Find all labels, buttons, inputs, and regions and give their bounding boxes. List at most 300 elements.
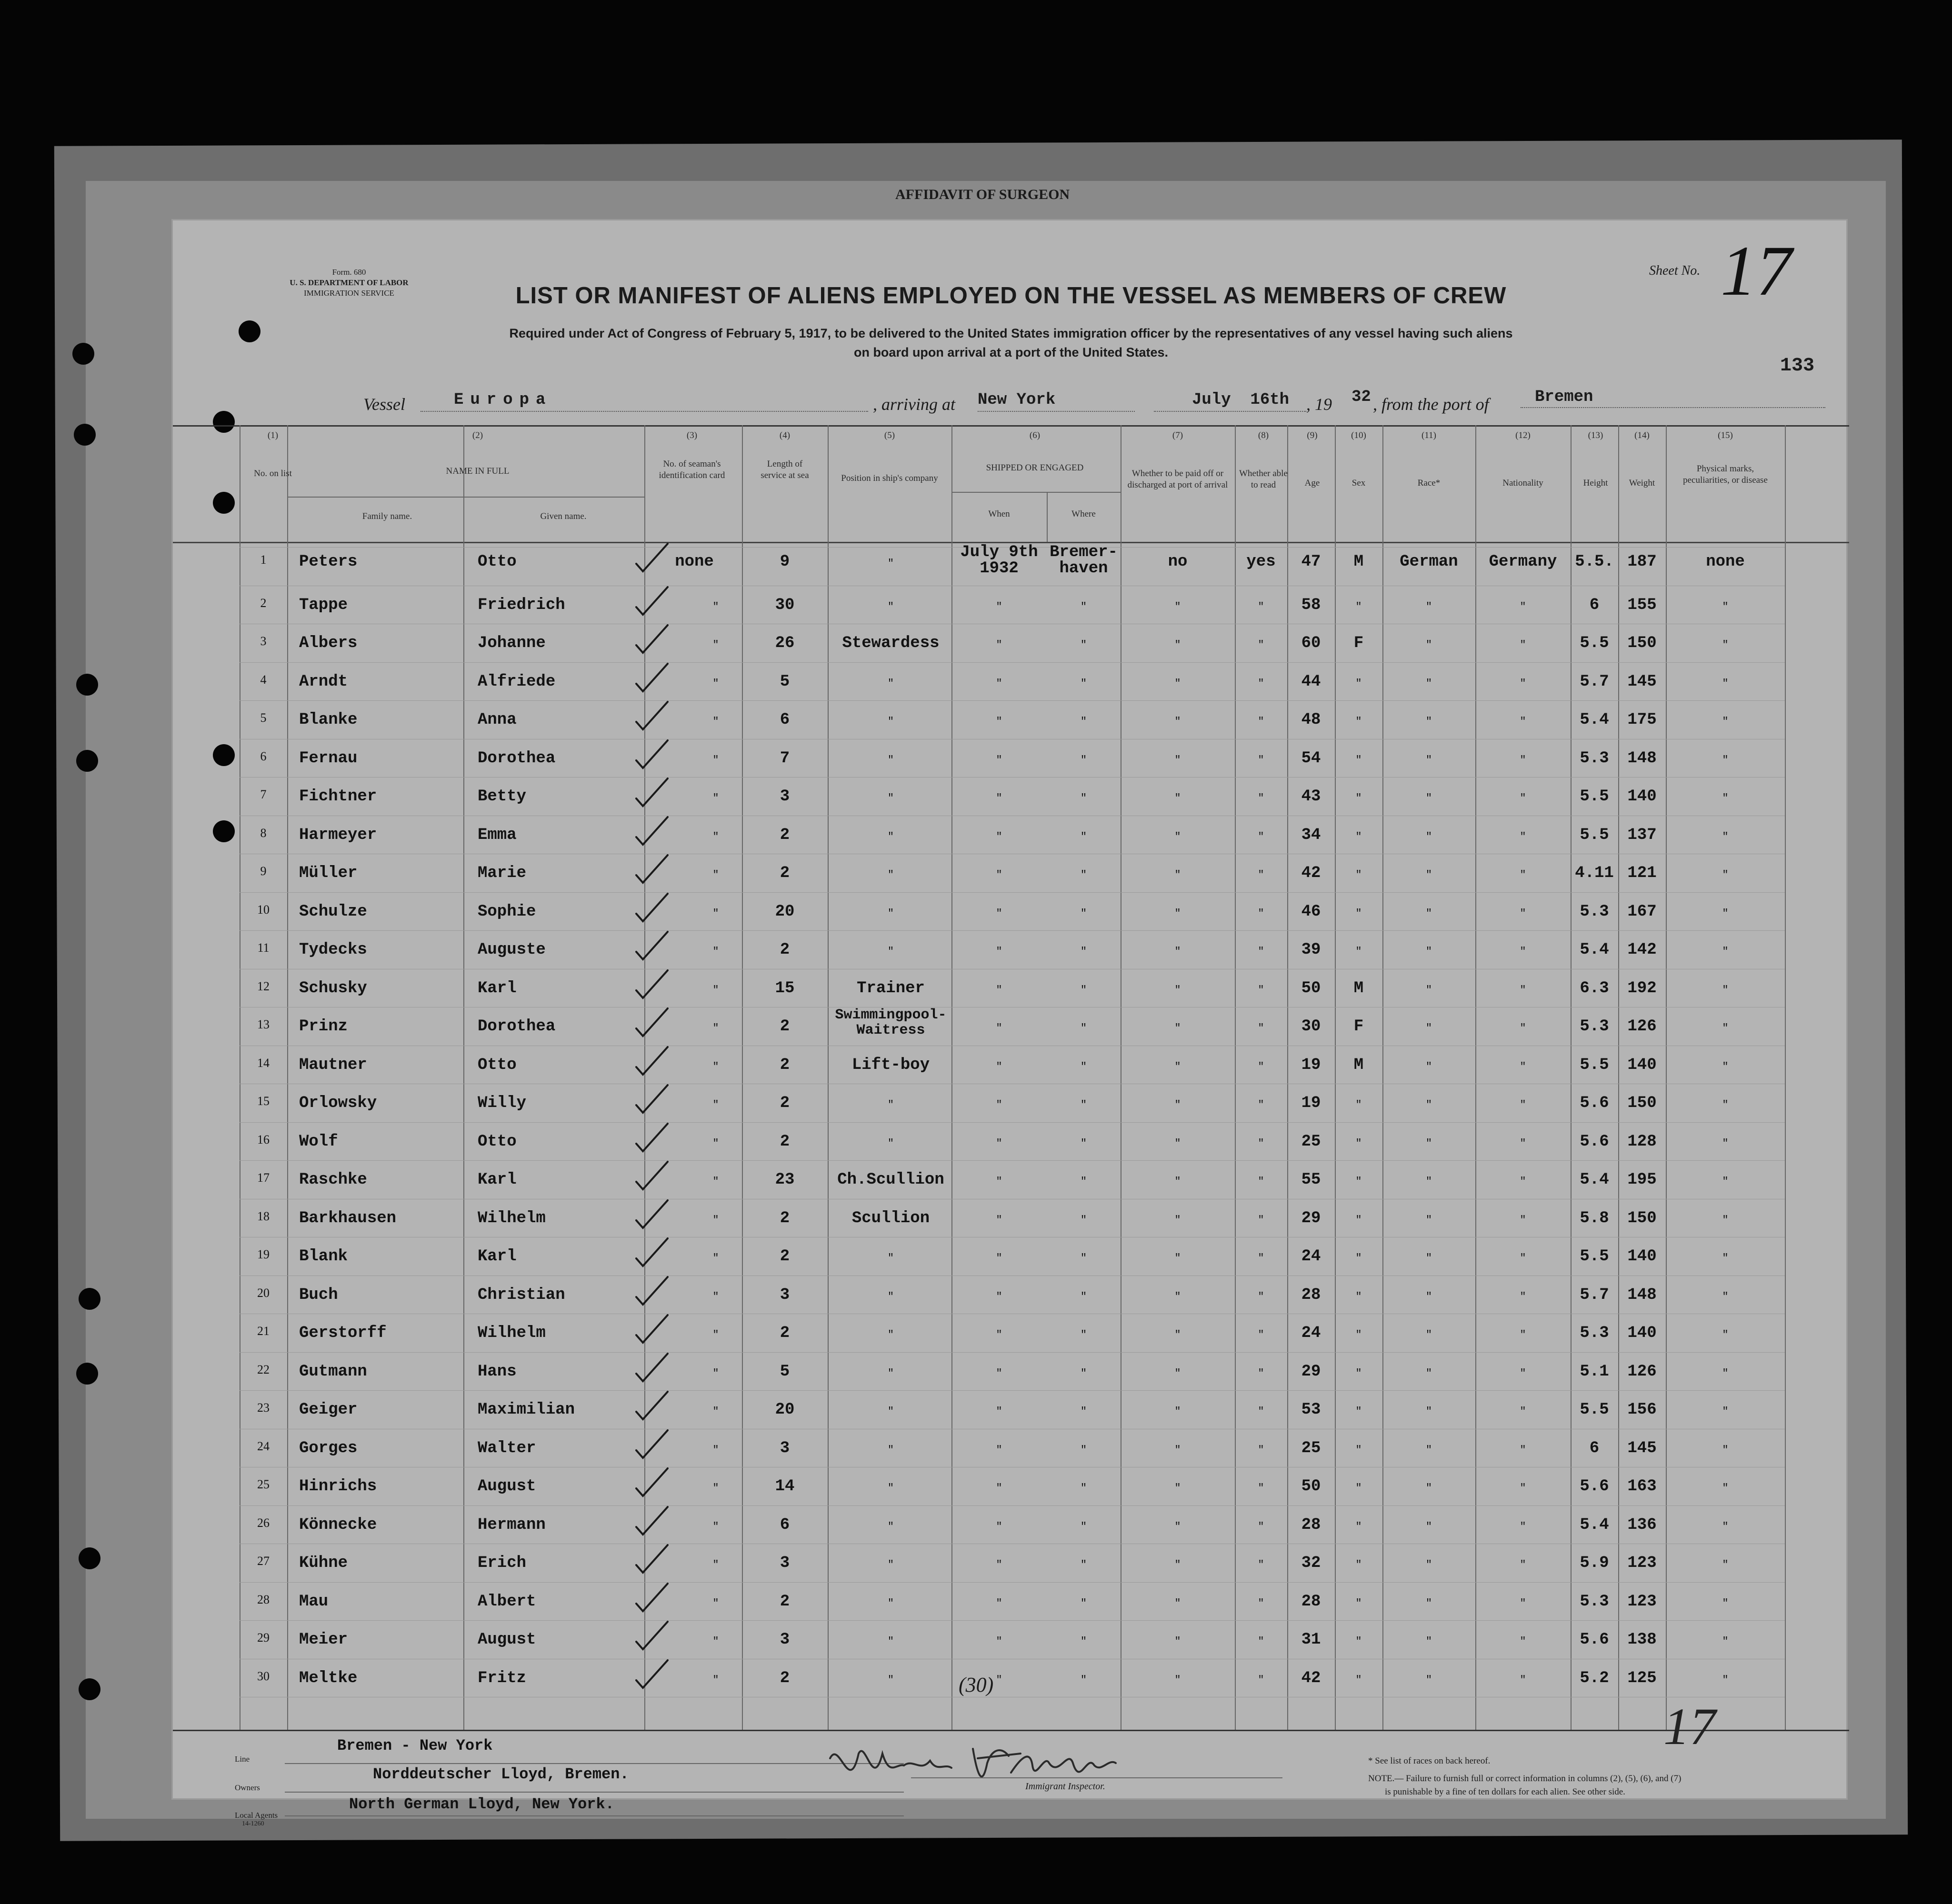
col-10-number: (10) <box>1351 430 1366 440</box>
cell-height: 5.4 <box>1580 1515 1609 1534</box>
checkmark-icon <box>632 1274 671 1307</box>
ditto-mark: " <box>1425 1137 1432 1149</box>
ditto-mark: " <box>1355 907 1362 919</box>
cell-weight: 125 <box>1627 1669 1657 1687</box>
ditto-mark: " <box>1520 1597 1526 1609</box>
ditto-mark: " <box>1258 716 1264 728</box>
cell-given: Wilhelm <box>478 1209 546 1227</box>
ditto-mark: " <box>1520 907 1526 919</box>
cell-service: 26 <box>775 634 795 652</box>
ditto-mark: " <box>996 1635 1002 1647</box>
cell-family: Könnecke <box>299 1515 377 1534</box>
ditto-mark: " <box>712 1482 719 1494</box>
ditto-mark: " <box>1174 1329 1181 1341</box>
ditto-mark: " <box>1174 1137 1181 1149</box>
ditto-mark: " <box>887 1137 894 1149</box>
cell-age: 34 <box>1301 826 1321 844</box>
cell-height: 5.3 <box>1580 902 1609 921</box>
ditto-mark: " <box>996 830 1002 843</box>
cell-service: 3 <box>780 1439 790 1457</box>
ditto-mark: " <box>712 1214 719 1226</box>
ditto-mark: " <box>1080 1444 1087 1456</box>
cell-age: 39 <box>1301 941 1321 959</box>
cell-given: Erich <box>478 1554 527 1572</box>
ditto-mark: " <box>887 558 894 569</box>
ditto-mark: " <box>1520 869 1526 881</box>
column-rule <box>1618 425 1619 1730</box>
checkmark-icon <box>632 699 671 732</box>
cell-n: 9 <box>260 864 267 878</box>
cell-family: Orlowsky <box>299 1094 377 1112</box>
column-rule <box>1475 425 1476 1730</box>
cell-family: Fernau <box>299 749 358 768</box>
ditto-mark: " <box>1425 1329 1432 1341</box>
ditto-mark: " <box>1174 946 1181 957</box>
ditto-mark: " <box>1258 1674 1264 1686</box>
cell-service: 5 <box>780 1362 790 1381</box>
row-rule <box>240 930 1785 931</box>
vessel-label: Vessel <box>363 395 405 414</box>
cell-n: 10 <box>257 902 270 917</box>
ditto-mark: " <box>1722 1482 1729 1494</box>
ditto-mark: " <box>887 946 894 957</box>
page-title: LIST OR MANIFEST OF ALIENS EMPLOYED ON THE VESSEL AS MEMBERS OF CREW <box>515 283 1507 309</box>
ditto-mark: " <box>1425 1635 1432 1647</box>
ditto-mark: " <box>1174 1635 1181 1647</box>
cell-given: Johanne <box>478 634 546 652</box>
cell-height: 5.7 <box>1580 1286 1609 1304</box>
cell-n: 20 <box>257 1286 270 1300</box>
cell-service: 2 <box>780 826 790 844</box>
column-rule <box>463 425 464 1730</box>
ditto-mark: " <box>1425 984 1432 996</box>
cell-n: 23 <box>257 1401 270 1415</box>
ditto-mark: " <box>1425 1099 1432 1111</box>
sheet-label: Sheet No. <box>1649 263 1701 278</box>
cell-given: Karl <box>478 1247 517 1266</box>
ditto-mark: " <box>1520 1290 1526 1303</box>
ditto-mark: " <box>996 1482 1002 1494</box>
cell-family: Arndt <box>299 672 348 691</box>
cell-age: 30 <box>1301 1017 1321 1036</box>
ditto-mark: " <box>1520 1329 1526 1341</box>
cell-age: 28 <box>1301 1515 1321 1534</box>
ditto-mark: " <box>1174 1214 1181 1226</box>
cell-n: 30 <box>257 1669 270 1683</box>
ditto-mark: " <box>712 1597 719 1609</box>
checkmark-icon <box>632 1236 671 1269</box>
cell-height: 5.3 <box>1580 1324 1609 1342</box>
ditto-mark: " <box>996 754 1002 766</box>
ditto-mark: " <box>1258 1290 1264 1303</box>
cell-height: 5.3 <box>1580 1592 1609 1611</box>
cell-weight: 187 <box>1627 553 1657 571</box>
ditto-mark: " <box>1080 830 1087 843</box>
cell-weight: 192 <box>1627 979 1657 997</box>
ditto-mark: " <box>1722 1635 1729 1647</box>
cell-height: 5.4 <box>1580 711 1609 729</box>
ditto-mark: " <box>887 1520 894 1533</box>
ditto-mark: " <box>1080 1060 1087 1073</box>
ditto-mark: " <box>887 1252 894 1264</box>
ditto-mark: " <box>1080 792 1087 804</box>
ditto-mark: " <box>1080 716 1087 728</box>
ditto-mark: " <box>1080 1252 1087 1264</box>
cell-height: 4.11 <box>1575 864 1614 882</box>
cell-sex: M <box>1353 979 1364 997</box>
cell-where: Bremer-haven <box>1050 543 1118 578</box>
ditto-mark: " <box>996 907 1002 919</box>
cell-sex: M <box>1353 553 1364 571</box>
ditto-mark: " <box>1174 869 1181 881</box>
cell-service: 6 <box>780 711 790 729</box>
checkmark-icon <box>632 738 671 771</box>
cell-height: 5.4 <box>1580 941 1609 959</box>
ditto-mark: " <box>1425 1060 1432 1073</box>
ditto-mark: " <box>996 1022 1002 1034</box>
cell-weight: 128 <box>1627 1132 1657 1151</box>
ditto-mark: " <box>1174 716 1181 728</box>
cell-family: Geiger <box>299 1401 358 1419</box>
ditto-mark: " <box>1520 716 1526 728</box>
ditto-mark: " <box>1258 792 1264 804</box>
checkmark-icon <box>632 622 671 656</box>
cell-service: 2 <box>780 1056 790 1074</box>
column-rule <box>1785 425 1786 1730</box>
ditto-mark: " <box>1080 946 1087 957</box>
ditto-mark: " <box>1174 1597 1181 1609</box>
ditto-mark: " <box>1425 1444 1432 1456</box>
col-7-number: (7) <box>1172 430 1183 440</box>
header-nationality: Nationality <box>1502 478 1543 488</box>
ditto-mark: " <box>1355 677 1362 689</box>
ditto-mark: " <box>1080 1482 1087 1494</box>
cell-given: Hermann <box>478 1515 546 1534</box>
ditto-mark: " <box>712 639 719 651</box>
ditto-mark: " <box>712 907 719 919</box>
cell-weight: 140 <box>1627 1324 1657 1342</box>
checkmark-icon <box>632 776 671 809</box>
cell-n: 21 <box>257 1324 270 1338</box>
ditto-mark: " <box>1355 1635 1362 1647</box>
column-rule <box>1287 425 1288 1730</box>
cell-n: 28 <box>257 1592 270 1606</box>
ditto-mark: " <box>1722 1559 1729 1571</box>
ditto-mark: " <box>1174 1559 1181 1571</box>
cell-position: Swimmingpool-Waitress <box>835 1007 947 1038</box>
ditto-mark: " <box>1080 1329 1087 1341</box>
cell-given: Fritz <box>478 1669 527 1687</box>
cell-family: Barkhausen <box>299 1209 397 1227</box>
checkmark-icon <box>632 891 671 924</box>
column-rule <box>1335 425 1336 1730</box>
cell-age: 24 <box>1301 1247 1321 1266</box>
ditto-mark: " <box>1080 1367 1087 1379</box>
owners-value: Norddeutscher Lloyd, Bremen. <box>373 1765 629 1783</box>
cell-n: 8 <box>260 826 267 840</box>
cell-weight: 123 <box>1627 1554 1657 1572</box>
ditto-mark: " <box>1258 754 1264 766</box>
ditto-mark: " <box>1258 600 1264 613</box>
ditto-mark: " <box>1355 1137 1362 1149</box>
ditto-mark: " <box>1520 754 1526 766</box>
ditto-mark: " <box>1722 869 1729 881</box>
ditto-mark: " <box>1080 639 1087 651</box>
cell-service: 23 <box>775 1171 795 1189</box>
ditto-mark: " <box>1080 677 1087 689</box>
cell-family: Raschke <box>299 1171 367 1189</box>
cell-given: Christian <box>478 1286 565 1304</box>
cell-height: 5.6 <box>1580 1477 1609 1495</box>
ditto-mark: " <box>712 1099 719 1111</box>
ditto-mark: " <box>1355 1597 1362 1609</box>
cell-n: 17 <box>257 1171 270 1185</box>
ditto-mark: " <box>1520 677 1526 689</box>
ditto-mark: " <box>996 1252 1002 1264</box>
cell-weight: 145 <box>1627 1439 1657 1457</box>
ditto-mark: " <box>1520 1444 1526 1456</box>
cell-given: Otto <box>478 1056 517 1074</box>
cell-given: Otto <box>478 1132 517 1151</box>
col-6-number: (6) <box>1029 430 1041 440</box>
cell-age: 24 <box>1301 1324 1321 1342</box>
ditto-mark: " <box>1174 1099 1181 1111</box>
ditto-mark: " <box>1258 1597 1264 1609</box>
cell-family: Schulze <box>299 902 367 921</box>
checkmark-icon <box>632 1619 671 1652</box>
form-number: Form. 680 <box>332 268 366 277</box>
ditto-mark: " <box>887 716 894 728</box>
cell-n: 24 <box>257 1439 270 1453</box>
header-height: Height <box>1583 478 1608 488</box>
subtitle-line-1: Required under Act of Congress of February 5, 1917, to be delivered to the United States immigration officer by the representatives of any vessel having such aliens <box>509 326 1513 340</box>
ditto-mark: " <box>887 830 894 843</box>
ditto-mark: " <box>1722 754 1729 766</box>
ditto-mark: " <box>1520 600 1526 613</box>
ditto-mark: " <box>1722 1406 1729 1417</box>
ditto-mark: " <box>887 600 894 613</box>
ditto-mark: " <box>1174 1252 1181 1264</box>
cell-n: 1 <box>260 553 267 567</box>
manifest-page <box>171 219 1848 1827</box>
cell-height: 5.1 <box>1580 1362 1609 1381</box>
cell-n: 12 <box>257 979 270 993</box>
ditto-mark: " <box>1355 1444 1362 1456</box>
ditto-mark: " <box>1258 1137 1264 1149</box>
ditto-mark: " <box>712 984 719 996</box>
year-prefix: , 19 <box>1306 395 1332 414</box>
penalty-note-line-1: NOTE.— Failure to furnish full or correct information in columns (2), (5), (6), and (7) <box>1368 1774 1682 1784</box>
ditto-mark: " <box>1425 677 1432 689</box>
cell-family: Harmeyer <box>299 826 377 844</box>
col-15-number: (15) <box>1718 430 1733 440</box>
ditto-mark: " <box>712 792 719 804</box>
checkmark-icon <box>632 967 671 1001</box>
cell-age: 60 <box>1301 634 1321 652</box>
ditto-mark: " <box>1722 1367 1729 1379</box>
cell-weight: 167 <box>1627 902 1657 921</box>
ditto-mark: " <box>1520 1099 1526 1111</box>
cell-age: 44 <box>1301 672 1321 691</box>
cell-n: 29 <box>257 1631 270 1645</box>
cell-family: Gorges <box>299 1439 358 1457</box>
cell-height: 5.9 <box>1580 1554 1609 1572</box>
inspector-label: Immigrant Inspector. <box>1025 1781 1105 1792</box>
ditto-mark: " <box>1258 1214 1264 1226</box>
cell-height: 5.4 <box>1580 1171 1609 1189</box>
cell-service: 15 <box>775 979 795 997</box>
cell-given: Sophie <box>478 902 536 921</box>
header-name-in-full: NAME IN FULL <box>446 466 510 476</box>
col-1-number: (1) <box>267 430 279 440</box>
ditto-mark: " <box>887 754 894 766</box>
cell-given: August <box>478 1477 536 1495</box>
ditto-mark: " <box>1258 984 1264 996</box>
cell-family: Müller <box>299 864 358 882</box>
ditto-mark: " <box>1722 1597 1729 1609</box>
ditto-mark: " <box>1258 1022 1264 1034</box>
ditto-mark: " <box>712 1060 719 1073</box>
cell-sex: F <box>1353 1017 1364 1036</box>
ditto-mark: " <box>1174 677 1181 689</box>
cell-weight: 150 <box>1627 1094 1657 1112</box>
ditto-mark: " <box>887 1597 894 1609</box>
cell-n: 15 <box>257 1094 270 1108</box>
ditto-mark: " <box>1722 1214 1729 1226</box>
ditto-mark: " <box>1520 946 1526 957</box>
ditto-mark: " <box>1174 1674 1181 1686</box>
ditto-mark: " <box>1520 1559 1526 1571</box>
ditto-mark: " <box>996 1559 1002 1571</box>
ditto-mark: " <box>1355 1329 1362 1341</box>
ditto-mark: " <box>887 677 894 689</box>
cell-height: 5.7 <box>1580 672 1609 691</box>
ditto-mark: " <box>1080 1406 1087 1417</box>
ditto-mark: " <box>996 1597 1002 1609</box>
cell-service: 2 <box>780 1247 790 1266</box>
cell-position: Lift-boy <box>851 1056 930 1074</box>
cell-weight: 148 <box>1627 1286 1657 1304</box>
ditto-mark: " <box>1174 639 1181 651</box>
ditto-mark: " <box>1174 907 1181 919</box>
cell-n: 27 <box>257 1554 270 1568</box>
cell-family: Blanke <box>299 711 358 729</box>
ditto-mark: " <box>887 907 894 919</box>
column-rule <box>951 425 952 1730</box>
ditto-mark: " <box>1355 830 1362 843</box>
ditto-mark: " <box>887 1559 894 1571</box>
cell-n: 4 <box>260 672 267 687</box>
cell-service: 20 <box>775 1401 795 1419</box>
header-position: Position in ship's company <box>841 473 938 483</box>
cell-given: Alfriede <box>478 672 556 691</box>
cell-given: Marie <box>478 864 527 882</box>
ditto-mark: " <box>1722 1022 1729 1034</box>
ditto-mark: " <box>1355 946 1362 957</box>
checkmark-icon <box>632 1389 671 1422</box>
cell-n: 7 <box>260 788 267 801</box>
ditto-mark: " <box>1080 1559 1087 1571</box>
ditto-mark: " <box>1722 946 1729 957</box>
ditto-mark: " <box>1080 1137 1087 1149</box>
ditto-mark: " <box>1258 1482 1264 1494</box>
cell-service: 20 <box>775 902 795 921</box>
cell-n: 19 <box>257 1247 270 1261</box>
ditto-mark: " <box>996 1444 1002 1456</box>
ditto-mark: " <box>1258 1444 1264 1456</box>
ditto-mark: " <box>712 1137 719 1149</box>
checkmark-icon <box>632 1427 671 1461</box>
ditto-mark: " <box>1080 1674 1087 1686</box>
ditto-mark: " <box>1520 1137 1526 1149</box>
cell-age: 42 <box>1301 1669 1321 1687</box>
ditto-mark: " <box>996 1290 1002 1303</box>
cell-age: 54 <box>1301 749 1321 768</box>
cell-family: Schusky <box>299 979 367 997</box>
ditto-mark: " <box>887 1482 894 1494</box>
row-rule <box>240 1390 1785 1391</box>
cell-position: Scullion <box>851 1209 930 1227</box>
row-rule <box>240 1582 1785 1583</box>
ditto-mark: " <box>1258 1406 1264 1417</box>
ditto-mark: " <box>1080 1176 1087 1187</box>
ditto-mark: " <box>1520 830 1526 843</box>
cell-nationality: Germany <box>1489 553 1557 571</box>
ditto-mark: " <box>996 1176 1002 1187</box>
cell-given: August <box>478 1631 536 1649</box>
ditto-mark: " <box>1722 600 1729 613</box>
cell-service: 2 <box>780 1669 790 1687</box>
header-length-of-service: Length of service at sea <box>761 459 809 480</box>
ditto-mark: " <box>1258 1520 1264 1533</box>
ditto-mark: " <box>1425 1520 1432 1533</box>
cell-given: Friedrich <box>478 596 565 614</box>
cell-height: 5.6 <box>1580 1631 1609 1649</box>
header-when: When <box>988 509 1010 519</box>
ditto-mark: " <box>1174 1176 1181 1187</box>
ditto-mark: " <box>1355 1214 1362 1226</box>
cell-given: Karl <box>478 1171 517 1189</box>
cell-weight: 138 <box>1627 1631 1657 1649</box>
cell-height: 5.6 <box>1580 1132 1609 1151</box>
ditto-mark: " <box>1520 1060 1526 1073</box>
arriving-label: , arriving at <box>873 395 956 414</box>
col-13-number: (13) <box>1588 430 1603 440</box>
ditto-mark: " <box>1520 1674 1526 1686</box>
header-given-name: Given name. <box>540 511 587 521</box>
ditto-mark: " <box>1355 1252 1362 1264</box>
checkmark-icon <box>632 1082 671 1116</box>
cell-age: 46 <box>1301 902 1321 921</box>
cell-family: Buch <box>299 1286 338 1304</box>
cell-age: 43 <box>1301 788 1321 806</box>
column-rule <box>1571 425 1572 1730</box>
ditto-mark: " <box>1080 1520 1087 1533</box>
checkmark-icon <box>632 1159 671 1192</box>
ditto-mark: " <box>996 1674 1002 1686</box>
owners-label: Owners <box>235 1783 260 1792</box>
ditto-mark: " <box>1520 1252 1526 1264</box>
cell-n: 5 <box>260 711 267 725</box>
ditto-mark: " <box>1425 1367 1432 1379</box>
row-rule <box>240 1160 1785 1161</box>
checkmark-icon <box>632 929 671 962</box>
row-rule <box>240 1505 1785 1506</box>
checkmark-icon <box>632 1657 671 1691</box>
cell-n: 22 <box>257 1362 270 1376</box>
cell-height: 6.3 <box>1580 979 1609 997</box>
cell-height: 5.3 <box>1580 749 1609 768</box>
